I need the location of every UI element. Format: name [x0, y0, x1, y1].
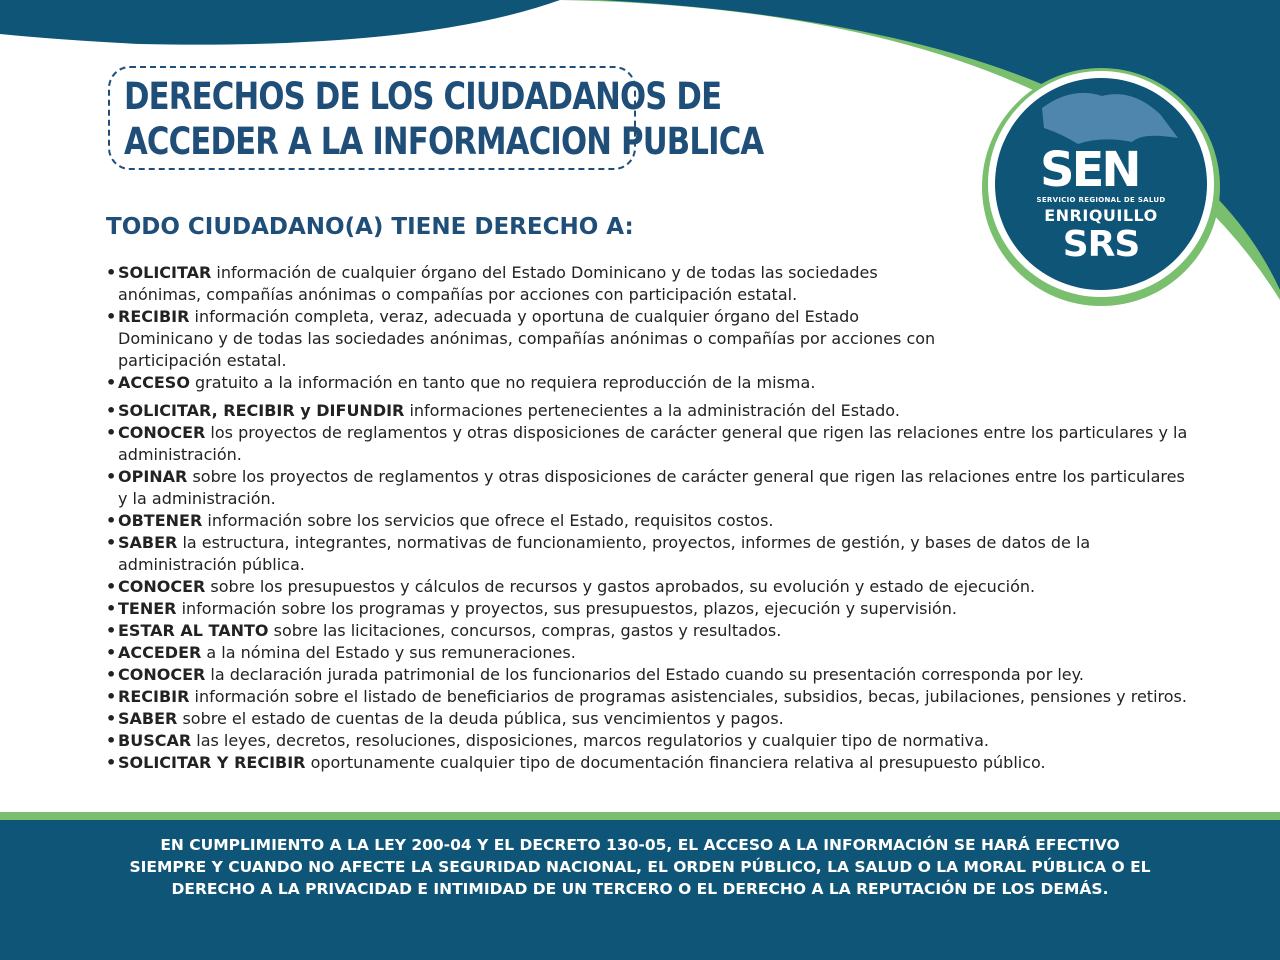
right-keyword: ACCESO	[118, 373, 190, 392]
list-item	[106, 532, 1196, 576]
right-keyword: ACCEDER	[118, 643, 202, 662]
list-item	[106, 730, 1196, 752]
list-item	[106, 642, 1196, 664]
right-keyword: SABER	[118, 533, 178, 552]
list-item	[106, 400, 1196, 422]
list-item	[106, 752, 1196, 774]
right-keyword: CONOCER	[118, 423, 206, 442]
logo-region: ENRIQUILLO	[1044, 206, 1158, 225]
right-keyword: ESTAR AL TANTO	[118, 621, 269, 640]
right-keyword: CONOCER	[118, 665, 206, 684]
right-text: las leyes, decretos, resoluciones, disposiciones, marcos regulatorios y cualquier tipo de normativa.	[191, 731, 990, 750]
list-item	[106, 262, 958, 306]
logo-tagline: SERVICIO REGIONAL DE SALUD	[1036, 196, 1166, 204]
right-text: información de cualquier órgano del Estado Dominicano y de todas las sociedades anónimas, compañías anónimas o compañías por acciones con participación estatal.	[118, 263, 878, 304]
right-keyword: CONOCER	[118, 577, 206, 596]
right-text: sobre las licitaciones, concursos, compras, gastos y resultados.	[268, 621, 782, 640]
list-item	[106, 664, 1196, 686]
right-keyword: BUSCAR	[118, 731, 192, 750]
right-keyword: TENER	[118, 599, 177, 618]
legal-notice: EN CUMPLIMIENTO A LA LEY 200-04 Y EL DECRETO 130-05, EL ACCESO A LA INFORMACIÓN SE HARÁ EFECTIVO SIEMPRE Y CUANDO NO AFECTE LA SEGURIDAD NACIONAL, EL ORDEN PÚBLICO, LA SALUD O LA MORAL PÚBLICA O EL DERECHO A LA PRIVACIDAD E INTIMIDAD DE UN TERCERO O EL DERECHO A LA REPUTACIÓN DE LOS DEMÁS.	[129, 836, 1151, 898]
list-item	[106, 306, 958, 372]
right-keyword: RECIBIR	[118, 307, 190, 326]
title-box	[108, 66, 764, 170]
right-text: informaciones pertenecientes a la administración del Estado.	[404, 401, 900, 420]
logo-acronym: SRS	[1062, 224, 1140, 265]
right-text: información completa, veraz, adecuada y oportuna de cualquier órgano del Estado Dominicano y de todas las sociedades anónimas, compañías anónimas o compañías por acciones con participación estatal.	[118, 307, 936, 370]
right-keyword: SOLICITAR Y RECIBIR	[118, 753, 306, 772]
right-text: los proyectos de reglamentos y otras disposiciones de carácter general que rigen las relaciones entre los particulares y la administración.	[118, 423, 1188, 464]
rights-list	[106, 262, 1196, 774]
right-keyword: SOLICITAR	[118, 263, 212, 282]
right-text: sobre los presupuestos y cálculos de recursos y gastos aprobados, su evolución y estado de ejecución.	[205, 577, 1036, 596]
page-title-line2: ACCEDER A LA INFORMACION PUBLICA	[124, 120, 764, 163]
list-item	[106, 422, 1196, 466]
right-text: la estructura, integrantes, normativas de funcionamiento, proyectos, informes de gestión, y bases de datos de la administración pública.	[118, 533, 1091, 574]
list-item	[106, 686, 1196, 708]
right-text: información sobre el listado de beneficiarios de programas asistenciales, subsidios, becas, jubilaciones, pensiones y retiros.	[189, 687, 1187, 706]
right-text: información sobre los programas y proyectos, sus presupuestos, plazos, ejecución y supervisión.	[176, 599, 957, 618]
right-keyword: OPINAR	[118, 467, 188, 486]
right-text: a la nómina del Estado y sus remuneraciones.	[201, 643, 576, 662]
list-item	[106, 598, 1196, 620]
right-text: información sobre los servicios que ofrece el Estado, requisitos costos.	[202, 511, 774, 530]
right-keyword: OBTENER	[118, 511, 203, 530]
footer-green-stripe	[0, 812, 1280, 820]
list-item	[106, 576, 1196, 598]
right-keyword: RECIBIR	[118, 687, 190, 706]
logo-mark: SEN	[1040, 142, 1139, 198]
list-item	[106, 372, 1196, 394]
list-item	[106, 708, 1196, 730]
right-text: gratuito a la información en tanto que no requiera reproducción de la misma.	[189, 373, 816, 392]
rights-subtitle: TODO CIUDADANO(A) TIENE DERECHO A:	[106, 214, 634, 240]
right-keyword: SABER	[118, 709, 178, 728]
right-text: la declaración jurada patrimonial de los funcionarios del Estado cuando su presentación corresponda por ley.	[205, 665, 1084, 684]
right-text: sobre los proyectos de reglamentos y otras disposiciones de carácter general que rigen las relaciones entre los particulares y la administración.	[118, 467, 1185, 508]
list-item	[106, 466, 1196, 510]
top-wave-navy	[0, 0, 560, 45]
page-title-line1: DERECHOS DE LOS CIUDADANOS DE	[124, 75, 722, 118]
right-text: sobre el estado de cuentas de la deuda pública, sus vencimientos y pagos.	[177, 709, 784, 728]
list-item	[106, 620, 1196, 642]
right-keyword: SOLICITAR, RECIBIR y DIFUNDIR	[118, 401, 405, 420]
list-item	[106, 510, 1196, 532]
right-text: oportunamente cualquier tipo de documentación financiera relativa al presupuesto público.	[305, 753, 1046, 772]
